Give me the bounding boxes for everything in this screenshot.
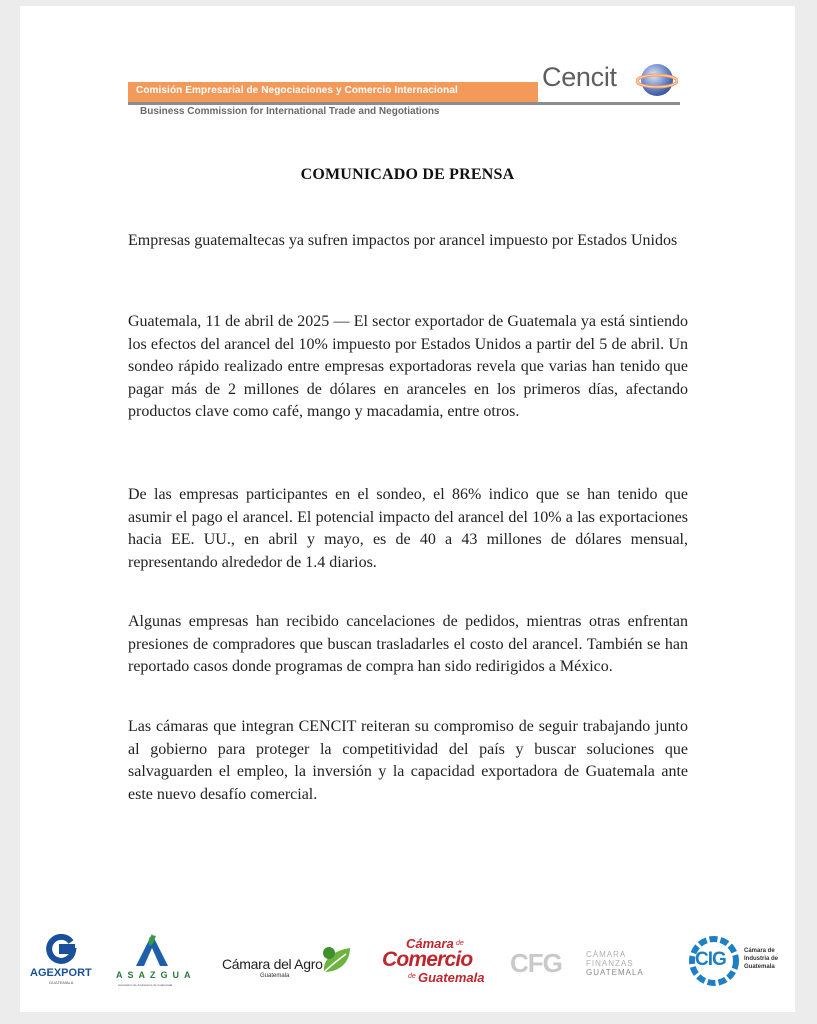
cig-logo — [686, 934, 786, 988]
paragraph-4: Las cámaras que integran CENCIT reiteran su compromiso de seguir trabajando junto al gobierno para proteger la competitividad del país y buscar soluciones que salvaguarden el empleo, la inversión y la capacidad exportadora de Guatemala ante este nuevo desafío comercial. — [128, 718, 688, 803]
headline: Empresas guatemaltecas ya sufren impactos por arancel impuesto por Estados Unidos — [128, 232, 678, 249]
cig-mark: CIG — [695, 949, 726, 970]
asazgua-name: ASAZGUA — [116, 970, 196, 980]
agexport-name: AGEXPORT — [30, 967, 92, 979]
agexport-logo — [30, 934, 92, 990]
header-org-english: Business Commission for International Trade and Negotiations — [140, 106, 440, 117]
cig-line2: Industria de — [744, 956, 779, 962]
camara-agro-name: Cámara del Agro — [222, 956, 323, 972]
camara-agro-logo — [220, 944, 360, 986]
page-title: COMUNICADO DE PRENSA — [300, 166, 515, 183]
cfg-mark: CFG — [510, 948, 562, 978]
comercio-line3: Guatemala — [418, 970, 485, 985]
header-gray-rule — [128, 102, 680, 105]
camara-finanzas-logo — [510, 946, 660, 982]
cfg-line2: FINANZAS — [586, 959, 634, 968]
camara-comercio-logo — [380, 936, 485, 990]
cencit-brand-text: Cencit — [542, 62, 617, 92]
cig-line1: Cámara de — [744, 948, 775, 954]
document-page — [20, 6, 795, 1012]
cig-line3: Guatemala — [744, 964, 775, 970]
comercio-line1: Cámara — [406, 936, 454, 951]
camara-agro-sub: Guatemala — [260, 973, 290, 979]
agro-leaf-icon — [320, 944, 354, 976]
asazgua-a-icon — [132, 932, 172, 968]
cencit-globe-icon — [636, 61, 678, 99]
comercio-line3a: de — [408, 973, 416, 980]
cfg-line1: CÁMARA — [586, 950, 627, 959]
header-org-spanish: Comisión Empresarial de Negociaciones y Comercio Internacional — [136, 85, 458, 96]
paragraph-1: Guatemala, 11 de abril de 2025 — El sector exportador de Guatemala ya está sintiendo los efectos del arancel del 10% impuesto por Estados Unidos a partir del 5 de abril. Un sondeo rápido realizado entre empresas exportadoras revela que varias han tenido que pagar más de 2 millones de dólares en aranceles en los primeros días, afectando productos clave como café, mango y macadamia, entre otros. — [128, 313, 688, 420]
paragraph-2: De las empresas participantes en el sondeo, el 86% indico que se han tenido que asumir el pago el arancel. El potencial impacto del arancel del 10% a las exportaciones hacia EE. UU., en abril y mayo, es de 40 a 43 millones de dólares mensual, representando alrededor de 1.4 diarios. — [128, 486, 688, 571]
comercio-line2: Comercio — [382, 948, 473, 971]
paragraph-3: Algunas empresas han recibido cancelaciones de pedidos, mientras otras enfrentan presiones de compradores que buscan trasladarles el costo del arancel. También se han reportado casos donde programas de compra han sido redirigidos a México. — [128, 613, 688, 675]
asazgua-logo — [112, 932, 196, 992]
cfg-line3: GUATEMALA — [586, 968, 644, 977]
agexport-sub: GUATEMALA — [49, 980, 74, 985]
comercio-line1b: de — [456, 940, 464, 947]
asazgua-sub: Asociación de Azucareros de Guatemala — [118, 983, 173, 987]
agexport-g-icon — [45, 934, 77, 964]
